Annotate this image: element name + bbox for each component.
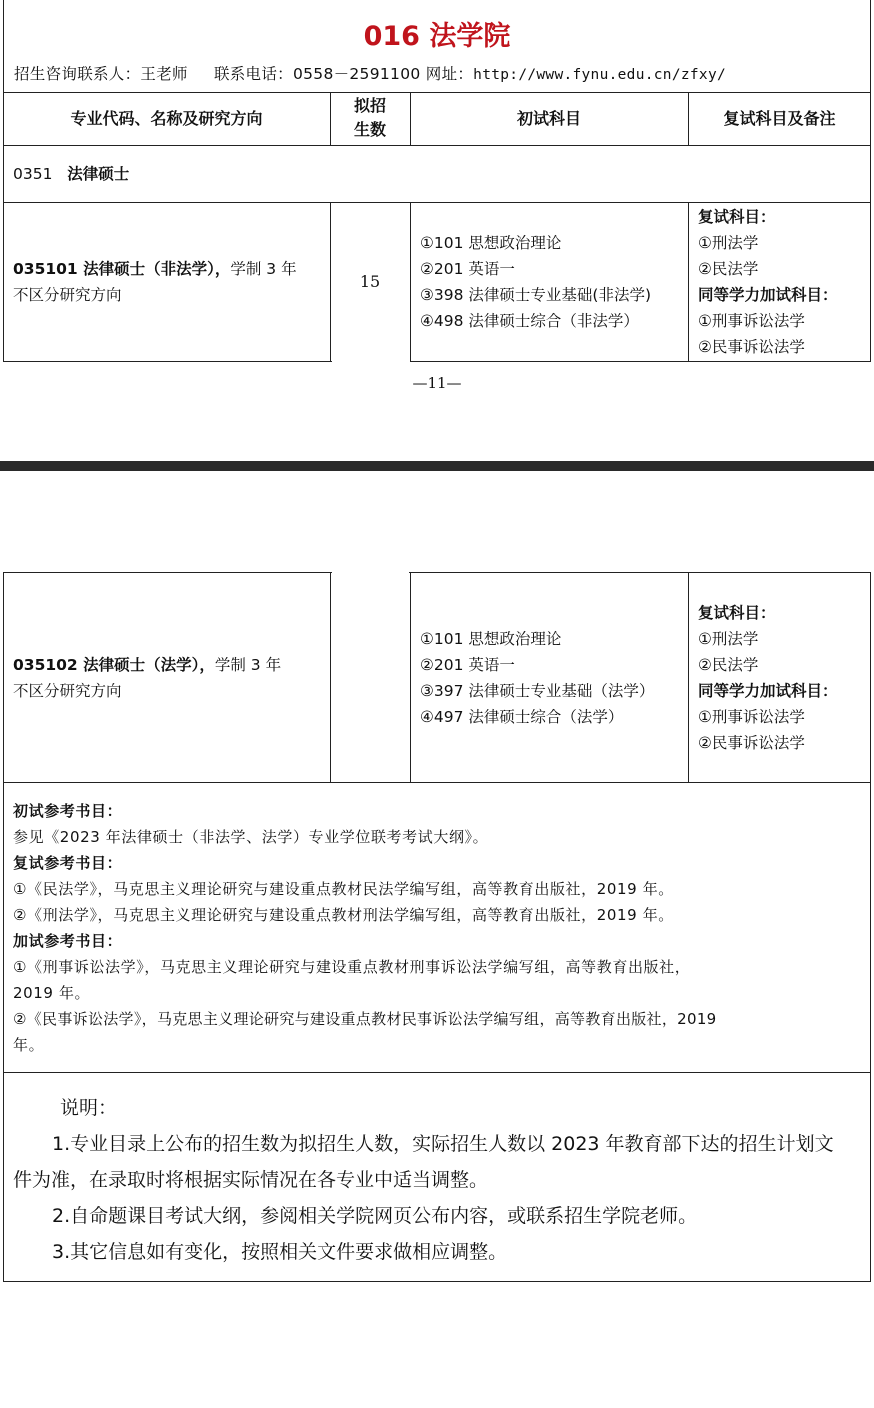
col-divider xyxy=(330,572,331,782)
program2-retest-2: ②民法学 xyxy=(698,656,759,674)
gap-cover xyxy=(332,570,409,575)
program1-retest-2: ②民法学 xyxy=(698,260,759,278)
program1-extra-1: ①刑事诉讼法学 xyxy=(698,312,805,330)
references-block xyxy=(13,798,865,1058)
program2-exam-2: ②201 英语一 xyxy=(420,656,515,674)
notes-block xyxy=(0,1090,874,1270)
contact-line xyxy=(14,62,726,84)
category-code: 0351 xyxy=(13,165,53,183)
program2-exams xyxy=(420,626,654,730)
program1-extra-2: ②民事诉讼法学 xyxy=(698,338,805,356)
program2-extra-2: ②民事诉讼法学 xyxy=(698,734,805,752)
frame-right xyxy=(870,202,871,362)
program2-retest-label: 复试科目： xyxy=(698,604,776,622)
retest-ref-1: ①《民法学》，马克思主义理论研究与建设重点教材民法学编写组，高等教育出版社，2019 年。 xyxy=(13,880,674,898)
col-divider xyxy=(688,572,689,782)
program1-retest-label: 复试科目： xyxy=(698,208,776,226)
program2-extra-label: 同等学力加试科目： xyxy=(698,682,838,700)
program2-extra-1: ①刑事诉讼法学 xyxy=(698,708,805,726)
rule xyxy=(3,92,871,93)
program1-extra-label: 同等学力加试科目： xyxy=(698,286,838,304)
program1-direction: 不区分研究方向 xyxy=(13,286,122,304)
rule xyxy=(3,145,871,146)
col-divider xyxy=(410,572,411,782)
rule xyxy=(3,202,871,203)
program1-exam-4: ④498 法律硕士综合（非法学） xyxy=(420,312,639,330)
program2-retest xyxy=(698,600,838,756)
program2-retest-1: ①刑法学 xyxy=(698,630,759,648)
note-1-line2: 件为准，在录取时将根据实际情况在各专业中适当调整。 xyxy=(13,1169,489,1191)
note-2: 2.自命题课目考试大纲，参阅相关学院网页公布内容，或联系招生学院老师。 xyxy=(52,1205,698,1227)
col-divider xyxy=(688,202,689,362)
program1-exams xyxy=(420,230,651,334)
header-major: 专业代码、名称及研究方向 xyxy=(70,109,263,128)
note-3: 3.其它信息如有变化，按照相关文件要求做相应调整。 xyxy=(52,1241,508,1263)
website-link[interactable]: http://www.fynu.edu.cn/zfxy/ xyxy=(473,67,727,83)
program1-quota: 15 xyxy=(359,272,381,291)
category-name: 法律硕士 xyxy=(67,165,130,183)
program2-title: 035102 法律硕士（法学）， xyxy=(13,656,215,674)
rule xyxy=(410,361,871,362)
category-row xyxy=(13,161,129,187)
contact-person: 招生咨询联系人：王老师 xyxy=(14,65,188,83)
page-number: —11— xyxy=(412,374,462,392)
program1-title: 035101 法律硕士（非法学）， xyxy=(13,260,231,278)
program1-exam-1: ①101 思想政治理论 xyxy=(420,234,562,252)
extra-ref-1-line1: ①《刑事诉讼法学》，马克思主义理论研究与建设重点教材刑事诉讼法学编写组，高等教育出版社， xyxy=(13,958,691,976)
header-quota xyxy=(330,94,410,142)
extra-ref-label: 加试参考书目： xyxy=(13,932,123,950)
initial-ref-text: 参见《2023 年法律硕士（非法学、法学）专业学位联考考试大纲》。 xyxy=(13,828,489,846)
header-exam: 初试科目 xyxy=(516,109,581,128)
program1-major xyxy=(13,256,323,308)
extra-ref-2-line1: ②《民事诉讼法学》，马克思主义理论研究与建设重点教材民事诉讼法学编写组，高等教育出版社，2019 xyxy=(13,1010,717,1028)
extra-ref-1-line2: 2019 年。 xyxy=(13,984,91,1002)
program1-exam-3: ③398 法律硕士专业基础(非法学) xyxy=(420,286,652,304)
page-divider xyxy=(0,461,874,471)
initial-ref-label: 初试参考书目： xyxy=(13,802,123,820)
retest-ref-label: 复试参考书目： xyxy=(13,854,123,872)
header-retest: 复试科目及备注 xyxy=(723,109,836,128)
program2-exam-3: ③397 法律硕士专业基础（法学） xyxy=(420,682,655,700)
notes-heading: 说明： xyxy=(60,1097,118,1119)
note-1-line1: 1.专业目录上公布的招生数为拟招生人数，实际招生人数以 2023 年教育部下达的招生计划文 xyxy=(52,1133,834,1155)
rule xyxy=(3,1072,871,1073)
program1-exam-2: ②201 英语一 xyxy=(420,260,515,278)
program1-retest xyxy=(698,204,838,360)
program1-duration: 学制 3 年 xyxy=(230,260,297,278)
program2-duration: 学制 3 年 xyxy=(214,656,282,674)
page-title: 016 法学院 xyxy=(363,21,511,52)
website-label: 网址： xyxy=(425,65,474,83)
program2-direction: 不区分研究方向 xyxy=(13,682,122,700)
gap-cover xyxy=(332,350,410,364)
program2-exam-4: ④497 法律硕士综合（法学） xyxy=(420,708,624,726)
header-quota-line1: 拟招 xyxy=(353,96,386,115)
retest-ref-2: ②《刑法学》，马克思主义理论研究与建设重点教材刑法学编写组，高等教育出版社，2019 年。 xyxy=(13,906,674,924)
extra-ref-2-line2: 年。 xyxy=(13,1036,45,1054)
contact-phone: 联系电话：0558－2591100 xyxy=(213,65,421,83)
rule xyxy=(3,782,871,783)
program2-exam-1: ①101 思想政治理论 xyxy=(420,630,562,648)
program2-major xyxy=(13,652,323,704)
program1-retest-1: ①刑法学 xyxy=(698,234,759,252)
col-divider xyxy=(410,202,411,362)
header-quota-line2: 生数 xyxy=(353,120,386,139)
